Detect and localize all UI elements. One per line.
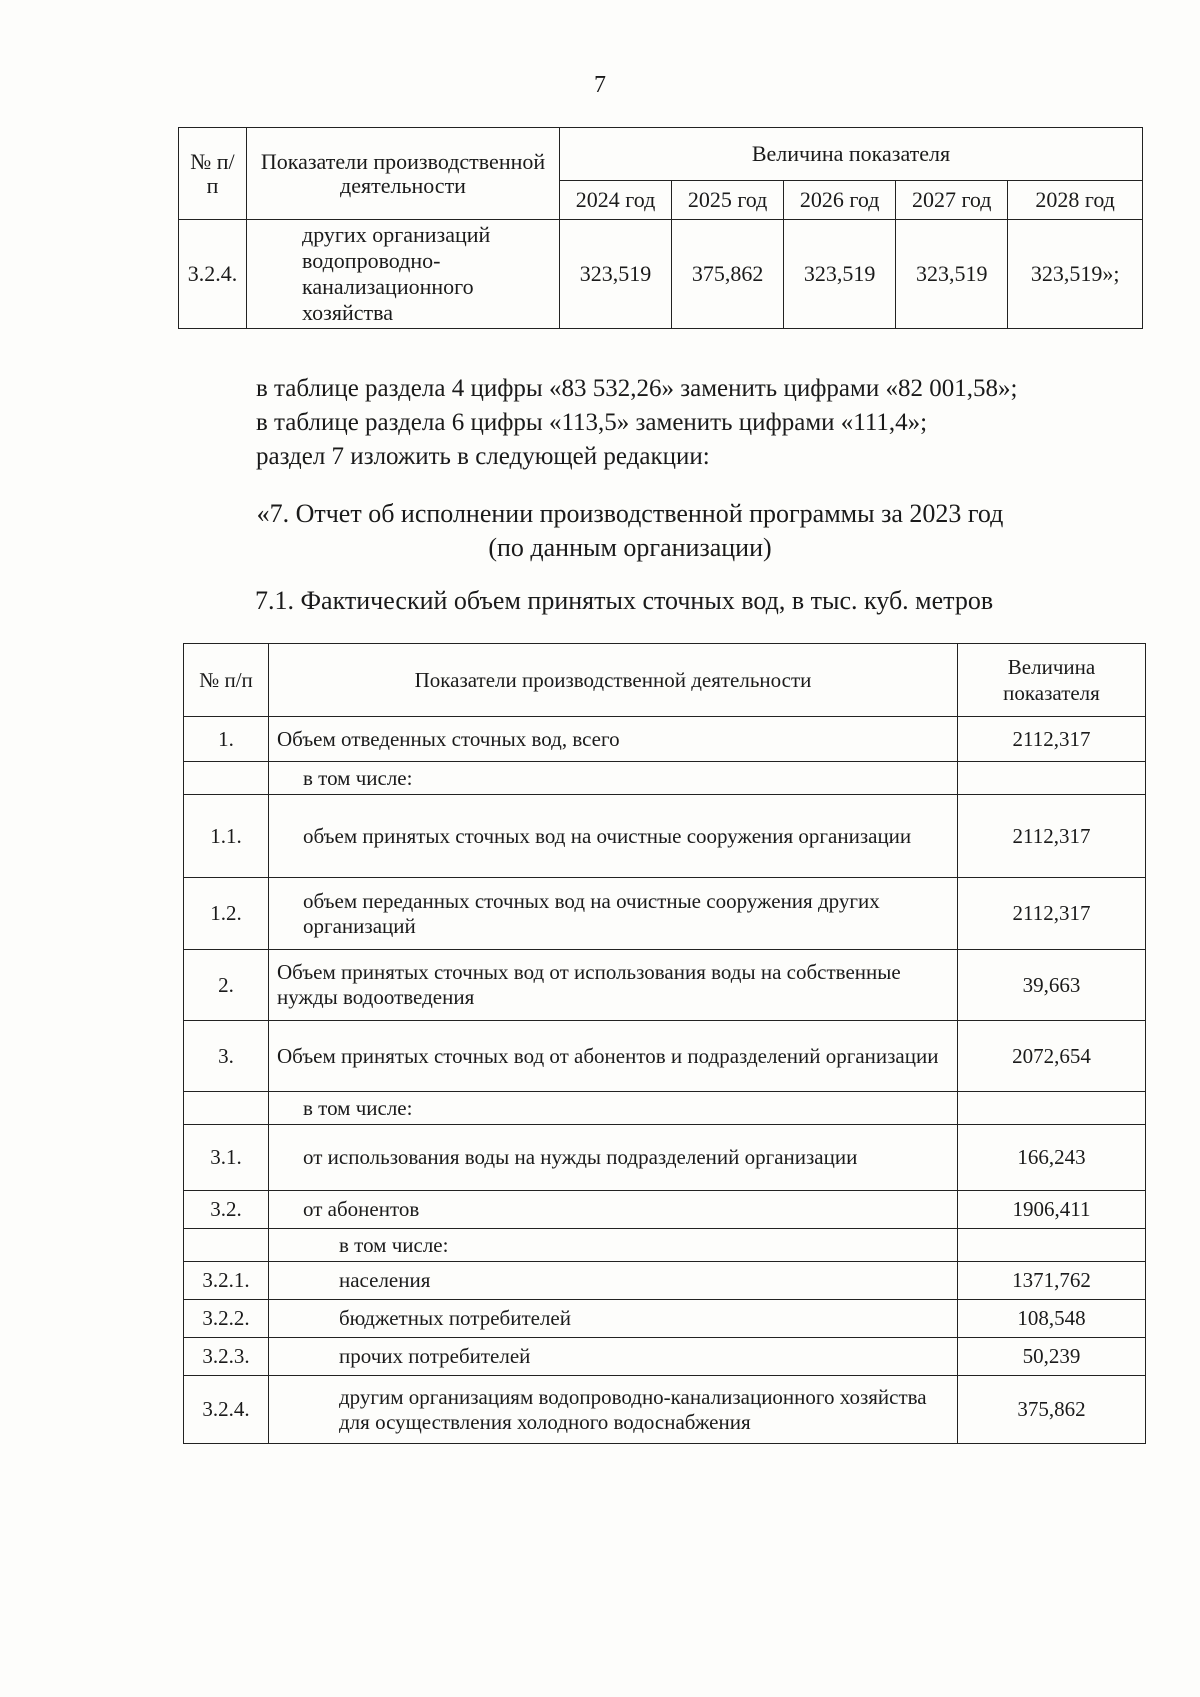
table1-year-2024: 2024 год — [560, 181, 672, 220]
production-indicators-forecast-table — [178, 127, 1143, 329]
row-num: 3.2. — [184, 1191, 269, 1229]
table-row — [184, 1191, 1146, 1229]
row-num: 1. — [184, 717, 269, 762]
actual-wastewater-volume-table — [183, 643, 1146, 1444]
table1-header-value-group: Величина показателя — [560, 128, 1143, 181]
row-label: от использования воды на нужды подразделений организации — [269, 1125, 958, 1191]
row-value: 1371,762 — [958, 1262, 1146, 1300]
table1-row — [179, 220, 1143, 329]
amendment-paragraph-2: в таблице раздела 6 цифры «113,5» заменить цифрами «111,4»; — [256, 409, 928, 436]
table1-row-num: 3.2.4. — [179, 220, 247, 329]
row-value — [958, 1092, 1146, 1125]
table-row — [184, 795, 1146, 878]
table-row — [184, 1262, 1146, 1300]
table1-value-2025: 375,862 — [672, 220, 784, 329]
table2-header-num: № п/п — [184, 644, 269, 717]
row-num — [184, 1092, 269, 1125]
row-value: 375,862 — [958, 1376, 1146, 1444]
row-label: объем переданных сточных вод на очистные сооружения других организаций — [269, 878, 958, 950]
section-title-line-2: (по данным организации) — [488, 533, 772, 562]
row-num: 3.2.2. — [184, 1300, 269, 1338]
table-row — [184, 1338, 1146, 1376]
row-label: Объем отведенных сточных вод, всего — [269, 717, 958, 762]
row-label: бюджетных потребителей — [269, 1300, 958, 1338]
table1-value-2026: 323,519 — [784, 220, 896, 329]
row-value: 1906,411 — [958, 1191, 1146, 1229]
row-label: в том числе: — [269, 1229, 958, 1262]
row-label: прочих потребителей — [269, 1338, 958, 1376]
row-value: 108,548 — [958, 1300, 1146, 1338]
row-num — [184, 1229, 269, 1262]
row-label: Объем принятых сточных вод от абонентов и подразделений организации — [269, 1021, 958, 1092]
table1-value-2028: 323,519»; — [1008, 220, 1143, 329]
table2-header-value: Величина показателя — [958, 644, 1146, 717]
section-title-line-1: «7. Отчет об исполнении производственной программы за 2023 год — [256, 499, 1004, 528]
row-value: 39,663 — [958, 950, 1146, 1021]
row-label: объем принятых сточных вод на очистные сооружения организации — [269, 795, 958, 878]
row-num: 2. — [184, 950, 269, 1021]
table1-year-2027: 2027 год — [896, 181, 1008, 220]
row-label: другим организациям водопроводно-канализационного хозяйства для осуществления холодного водоснабжения — [269, 1376, 958, 1444]
row-value — [958, 1229, 1146, 1262]
page-number: 7 — [594, 72, 606, 98]
row-value — [958, 762, 1146, 795]
table1-year-2025: 2025 год — [672, 181, 784, 220]
row-value: 2112,317 — [958, 878, 1146, 950]
table2-header-indicators: Показатели производственной деятельности — [269, 644, 958, 717]
table1-header-indicators: Показатели производственной деятельности — [247, 128, 560, 220]
table-row — [184, 1376, 1146, 1444]
row-label: населения — [269, 1262, 958, 1300]
table-row — [184, 1125, 1146, 1191]
row-num: 3.2.4. — [184, 1376, 269, 1444]
amendment-paragraph-3: раздел 7 изложить в следующей редакции: — [256, 443, 710, 470]
row-value: 2112,317 — [958, 717, 1146, 762]
table1-year-2028: 2028 год — [1008, 181, 1143, 220]
row-label: Объем принятых сточных вод от использования воды на собственные нужды водоотведения — [269, 950, 958, 1021]
row-num: 1.2. — [184, 878, 269, 950]
row-num: 3.2.1. — [184, 1262, 269, 1300]
row-label: от абонентов — [269, 1191, 958, 1229]
table-subtitle: 7.1. Фактический объем принятых сточных вод, в тыс. куб. метров — [255, 586, 994, 615]
table-row — [184, 717, 1146, 762]
row-num: 3. — [184, 1021, 269, 1092]
table1-value-2024: 323,519 — [560, 220, 672, 329]
table-row — [184, 1229, 1146, 1262]
row-label: в том числе: — [269, 1092, 958, 1125]
table1-header-num: № п/п — [179, 128, 247, 220]
amendment-paragraph-1: в таблице раздела 4 цифры «83 532,26» заменить цифрами «82 001,58»; — [256, 375, 1018, 402]
table-row — [184, 1300, 1146, 1338]
row-value: 2072,654 — [958, 1021, 1146, 1092]
row-num: 3.1. — [184, 1125, 269, 1191]
table1-year-2026: 2026 год — [784, 181, 896, 220]
row-num — [184, 762, 269, 795]
table-row — [184, 762, 1146, 795]
row-num: 3.2.3. — [184, 1338, 269, 1376]
table-row — [184, 950, 1146, 1021]
table-row — [184, 878, 1146, 950]
table1-value-2027: 323,519 — [896, 220, 1008, 329]
table-row — [184, 1092, 1146, 1125]
row-value: 166,243 — [958, 1125, 1146, 1191]
table-row — [184, 1021, 1146, 1092]
table1-row-indicator: других организаций водопроводно-канализационного хозяйства — [247, 220, 560, 329]
row-label: в том числе: — [269, 762, 958, 795]
row-value: 2112,317 — [958, 795, 1146, 878]
row-value: 50,239 — [958, 1338, 1146, 1376]
row-num: 1.1. — [184, 795, 269, 878]
